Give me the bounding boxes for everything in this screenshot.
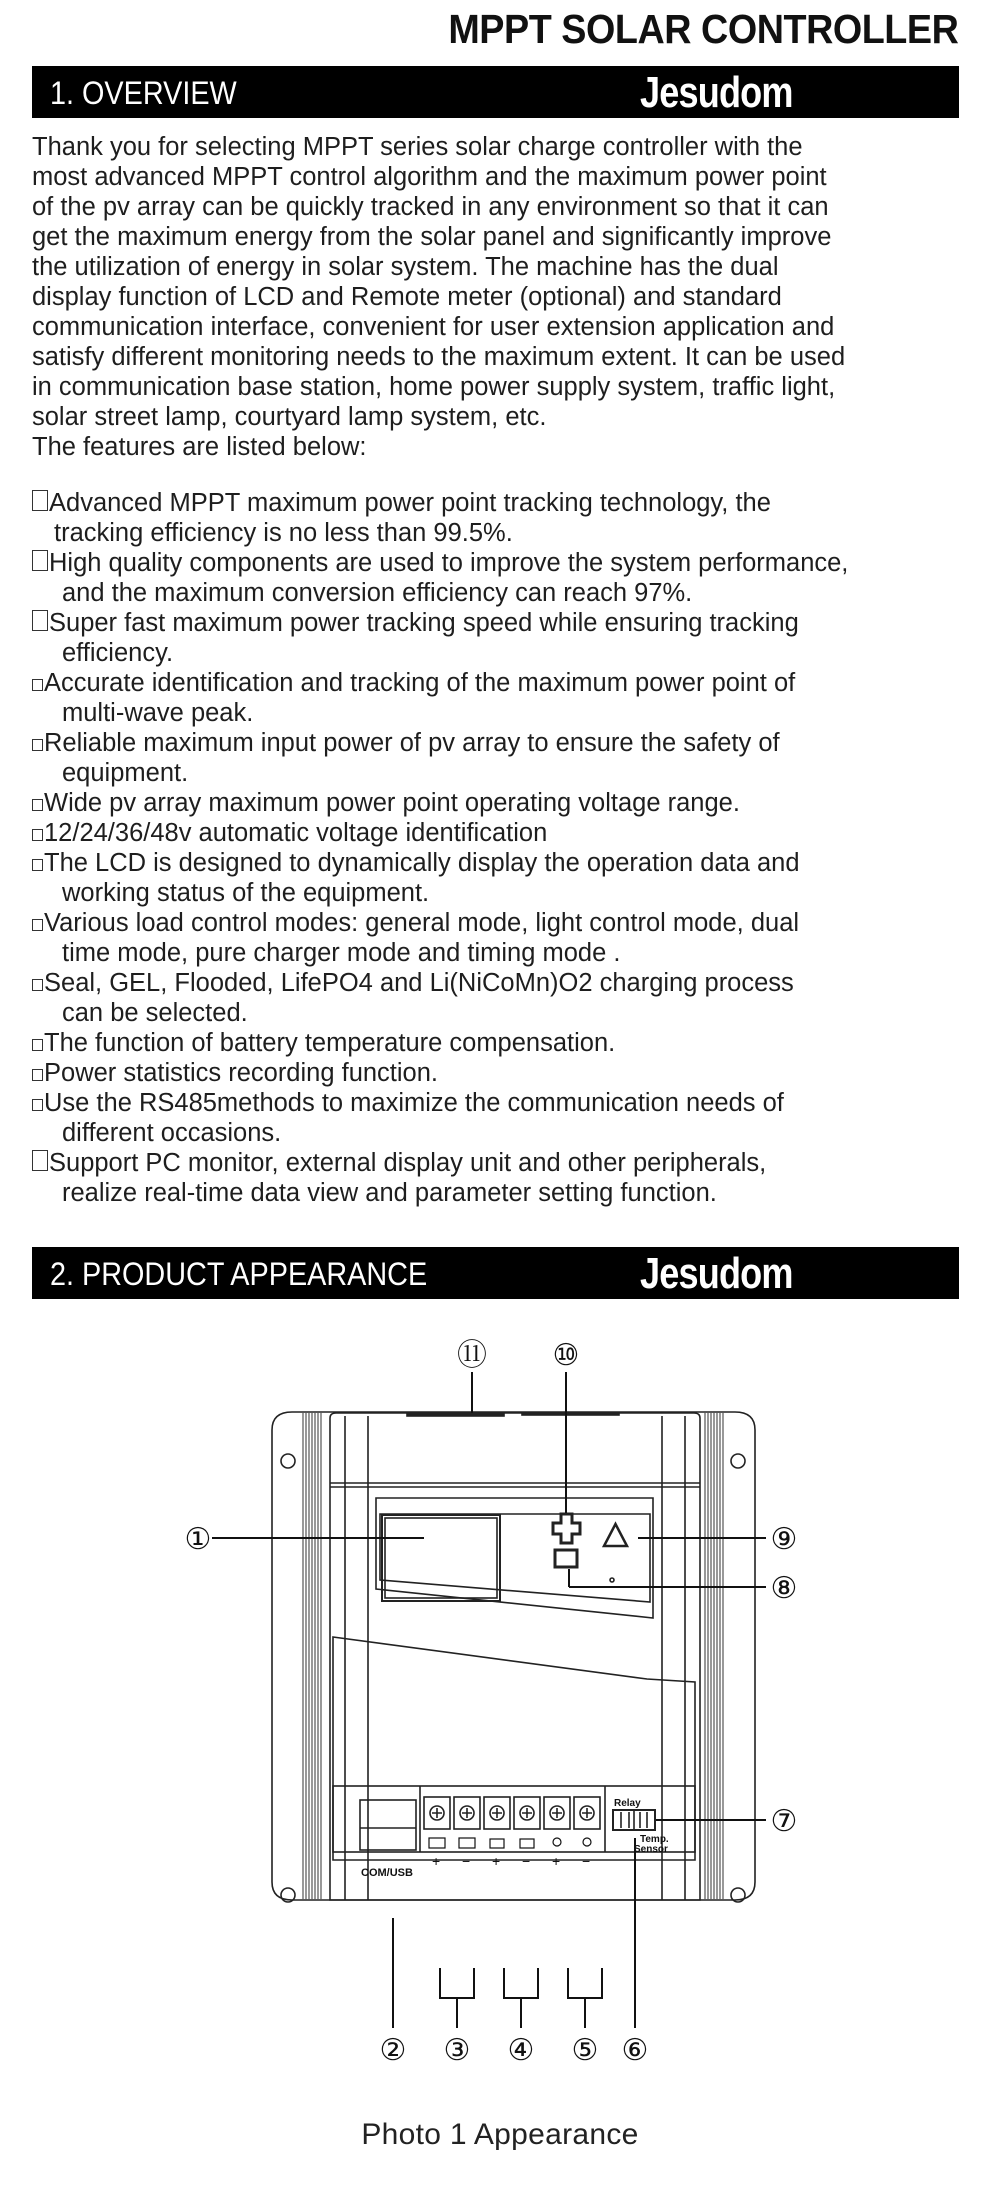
callout-6: ⑥ (621, 2033, 649, 2068)
feature-item: Power statistics recording function. (32, 1058, 1000, 1088)
intro-line: solar street lamp, courtyard lamp system, etc. (32, 403, 547, 431)
feature-item: Various load control modes: general mode, light control mode, dual time mode, pure charger mode and timing mode . (32, 908, 1000, 968)
controller-appearance-diagram (0, 1300, 1000, 2120)
solar-panel-icon (459, 1838, 475, 1848)
intro-line: get the maximum energy from the solar panel and significantly improve (32, 223, 832, 251)
feature-item: Advanced MPPT maximum power point tracking technology, the tracking efficiency is no less than 99.5%. (32, 488, 1000, 548)
checkbox-bullet-icon (32, 859, 43, 871)
feature-item: Accurate identification and tracking of the maximum power point of multi-wave peak. (32, 668, 1000, 728)
section-header-product-appearance (32, 1247, 959, 1299)
battery-icon (490, 1839, 504, 1848)
triangle-button-icon (604, 1524, 627, 1546)
load-plus: + (552, 1853, 561, 1869)
feature-item: The function of battery temperature compensation. (32, 1028, 1000, 1058)
feature-item: Use the RS485methods to maximize the communication needs of different occasions. (32, 1088, 1000, 1148)
controller-body (330, 1413, 700, 1900)
callout-11: ⑪ (457, 1338, 487, 1373)
callout-8: ⑧ (770, 1571, 798, 1606)
intro-line: communication interface, convenient for user extension application and (32, 313, 835, 341)
checkbox-bullet-icon (32, 679, 43, 691)
pv-plus: + (432, 1853, 441, 1869)
callout-7: ⑦ (770, 1804, 798, 1839)
square-button-icon (555, 1550, 577, 1567)
brand-logo: Jesudom (640, 1249, 793, 1298)
figure-caption: Photo 1 Appearance (361, 2118, 639, 2151)
feature-item: Super fast maximum power tracking speed while ensuring tracking efficiency. (32, 608, 1000, 668)
feature-item: 12/24/36/48v automatic voltage identification (32, 818, 1000, 848)
battery-minus: − (522, 1853, 531, 1869)
callout-leader-lines (212, 1372, 766, 2028)
relay-label: Relay (614, 1798, 641, 1809)
callout-5: ⑤ (571, 2033, 599, 2068)
checkbox-bullet-icon (32, 979, 43, 991)
bulb-icon (583, 1838, 591, 1846)
temp-label: Temp. (640, 1834, 669, 1845)
checkbox-bullet-icon (32, 739, 43, 751)
top-vent (407, 1413, 504, 1416)
features-list (32, 488, 1000, 1208)
load-minus: − (582, 1853, 591, 1869)
feature-item: Reliable maximum input power of pv array to ensure the safety of equipment. (32, 728, 1000, 788)
feature-item: Support PC monitor, external display unit and other peripherals, realize real-time data view and parameter setting function. (32, 1148, 1000, 1208)
heatsink-fins-left (303, 1412, 321, 1900)
callout-1: ① (184, 1522, 212, 1557)
bulb-icon (553, 1838, 561, 1846)
pv-minus: − (462, 1853, 471, 1869)
checkbox-bullet-icon (32, 919, 43, 931)
terminal-screws (424, 1797, 600, 1829)
intro-line: satisfy different monitoring needs to the maximum extent. It can be used (32, 343, 846, 371)
checkbox-bullet-icon (32, 1150, 48, 1171)
battery-plus: + (492, 1853, 501, 1869)
checkbox-bullet-icon (32, 1069, 43, 1081)
intro-line: of the pv array can be quickly tracked in any environment so that it can (32, 193, 829, 221)
checkbox-bullet-icon (32, 490, 48, 511)
mounting-hole-icon (731, 1454, 745, 1468)
section-title: 2. PRODUCT APPEARANCE (50, 1256, 428, 1292)
section-title: 1. OVERVIEW (50, 75, 237, 111)
intro-line: most advanced MPPT control algorithm and the maximum power point (32, 163, 827, 191)
callout-9: ⑨ (770, 1522, 798, 1557)
features-intro: The features are listed below: (32, 433, 367, 461)
document-title: MPPT SOLAR CONTROLLER (447, 6, 958, 52)
callout-2: ② (379, 2033, 407, 2068)
callout-3: ③ (443, 2033, 471, 2068)
callout-10: ⑩ (552, 1338, 580, 1373)
checkbox-bullet-icon (32, 1099, 43, 1111)
intro-line: Thank you for selecting MPPT series solar charge controller with the (32, 133, 803, 161)
mounting-hole-icon (281, 1454, 295, 1468)
heatsink-fins-right (705, 1412, 723, 1900)
intro-line: the utilization of energy in solar system. The machine has the dual (32, 253, 779, 281)
feature-item: Wide pv array maximum power point operating voltage range. (32, 788, 1000, 818)
callout-4: ④ (507, 2033, 535, 2068)
feature-item: Seal, GEL, Flooded, LifePO4 and Li(NiCoMn)O2 charging process can be selected. (32, 968, 1000, 1028)
checkbox-bullet-icon (32, 610, 48, 631)
battery-icon (520, 1839, 534, 1848)
checkbox-bullet-icon (32, 550, 48, 571)
section-header-overview (32, 66, 959, 118)
brand-logo: Jesudom (640, 68, 793, 117)
overview-intro (32, 132, 992, 462)
intro-line: display function of LCD and Remote meter (optional) and standard (32, 283, 782, 311)
sensor-label: Sensor (634, 1844, 668, 1855)
checkbox-bullet-icon (32, 1039, 43, 1051)
status-led-icon (610, 1578, 614, 1582)
solar-panel-icon (429, 1838, 445, 1848)
cross-button-icon (553, 1514, 580, 1543)
com-usb-label: COM/USB (361, 1867, 413, 1879)
checkbox-bullet-icon (32, 829, 43, 841)
intro-line: in communication base station, home power supply system, traffic light, (32, 373, 836, 401)
feature-item: High quality components are used to improve the system performance, and the maximum conversion efficiency can reach 97%. (32, 548, 1000, 608)
checkbox-bullet-icon (32, 799, 43, 811)
feature-item: The LCD is designed to dynamically display the operation data and working status of the equipment. (32, 848, 1000, 908)
